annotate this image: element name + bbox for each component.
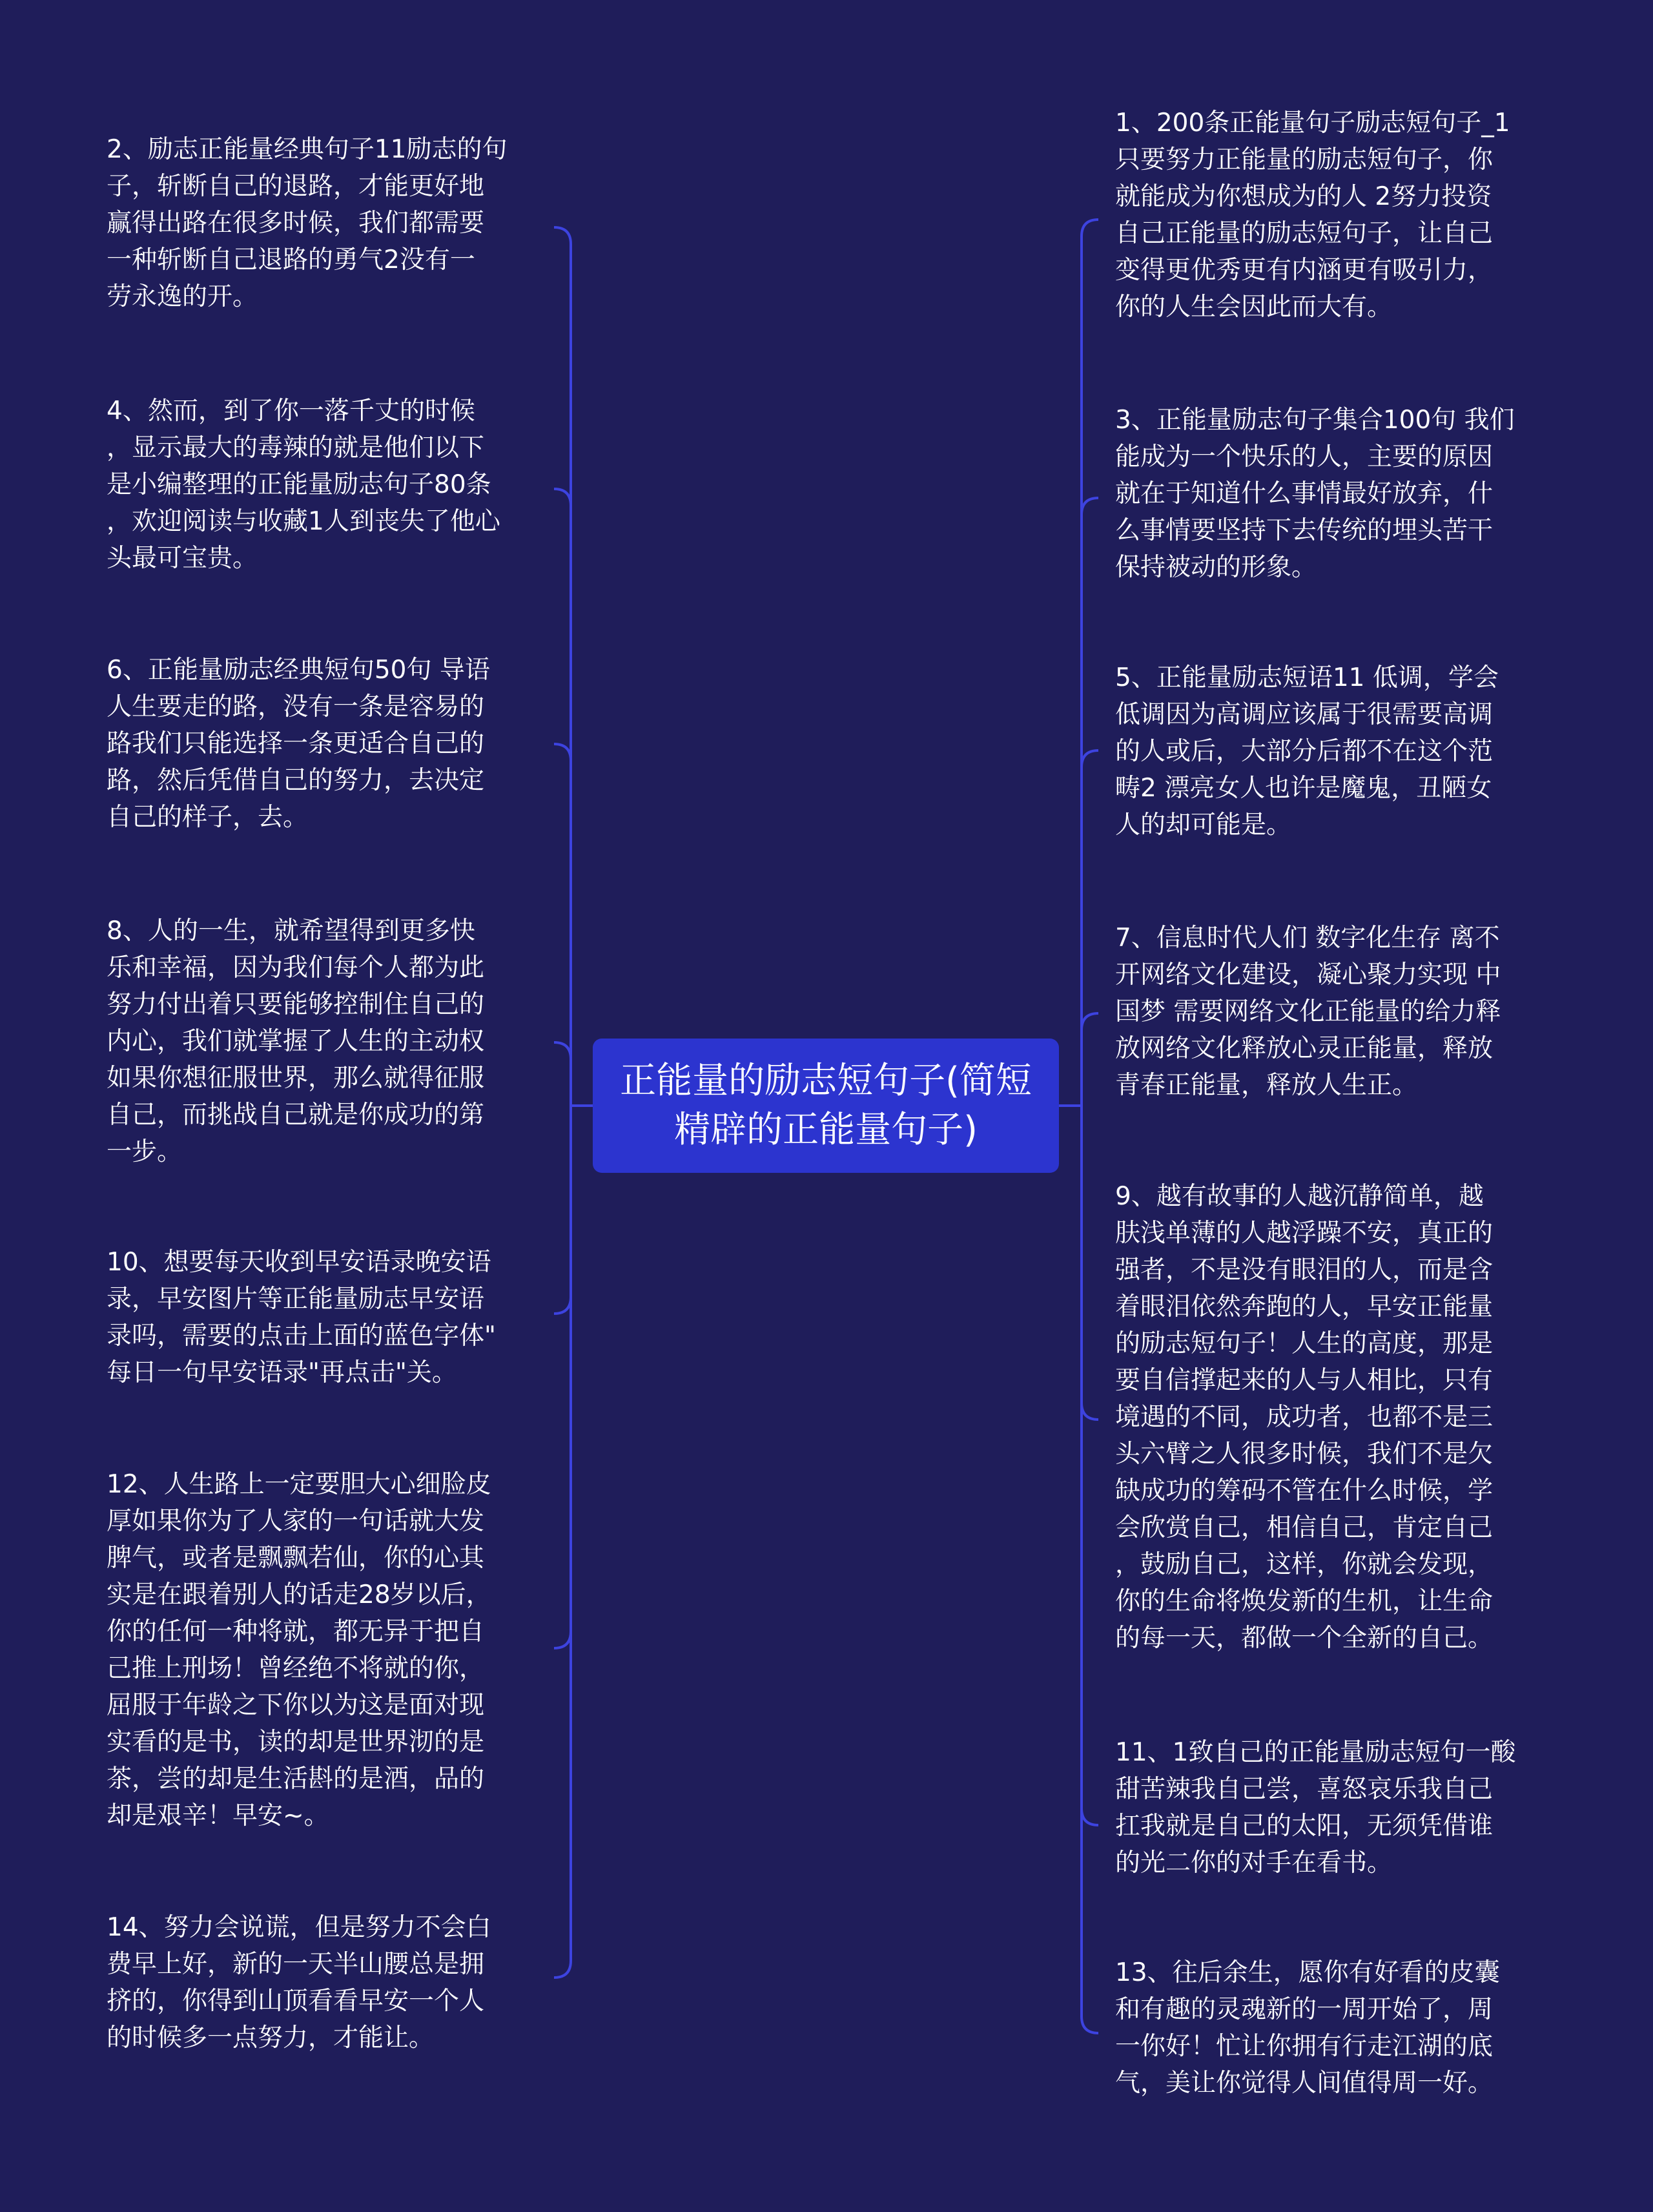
left-connector-4 <box>554 1042 571 1106</box>
left-branch-1[interactable]: 2、励志正能量经典句子11励志的句 子，斩断自己的退路，才能更好地 赢得出路在很多时候，我们都需要 一种斩断自己退路的勇气2没有一 劳永逸的开。 <box>107 135 508 311</box>
right-branch-1[interactable]: 1、200条正能量句子励志短句子_1 只要努力正能量的励志短句子，你 就能成为你想成为的人 2努力投资 自己正能量的励志短句子，让自己 变得更优秀更有内涵更有吸引力， 你的人生会因此而大有。 <box>1115 109 1510 322</box>
central-topic-label: 正能量的励志短句子(简短精辟的正能量句子) <box>620 1060 1032 1151</box>
left-connector-6 <box>554 1106 571 1648</box>
right-connector-6 <box>1082 1106 1098 1825</box>
right-connector-4 <box>1082 1013 1098 1106</box>
central-topic[interactable] <box>593 1039 1059 1173</box>
left-branch-2[interactable]: 4、然而，到了你一落千丈的时候 ，显示最大的毒辣的就是他们以下 是小编整理的正能量励志句子80条 ，欢迎阅读与收藏1人到丧失了他心 头最可宝贵。 <box>107 397 500 573</box>
left-branch-5[interactable]: 10、想要每天收到早安语录晚安语 录，早安图片等正能量励志早安语 录吗，需要的点击上面的蓝色字体" 每日一句早安语录"再点击"关。 <box>107 1248 496 1387</box>
right-connector-2 <box>1082 498 1098 1106</box>
right-connector-1 <box>1082 220 1098 1106</box>
right-branch-5[interactable]: 9、越有故事的人越沉静简单，越 肤浅单薄的人越浮躁不安，真正的 强者，不是没有眼泪的人，而是含 着眼泪依然奔跑的人，早安正能量 的励志短句子！人生的高度，那是 要自信撑起来的人与人相比，只有 境遇的不同，成功者，也都不是三 头六臂之人很多时候，我们不是欠 缺成功的筹码不管在什么时候，学 会欣赏自己，相信自己，肯定自己 ，鼓励自己，这样，你就会发现， 你的生命将焕发新的生机，让生命 的每一天，都做一个全新的自己。 <box>1115 1182 1494 1653</box>
right-connector-3 <box>1082 750 1098 1106</box>
left-connector-3 <box>554 744 571 1106</box>
right-branch-4[interactable]: 7、信息时代人们 数字化生存 离不 开网络文化建设，凝心聚力实现 中 国梦 需要网络文化正能量的给力释 放网络文化释放心灵正能量，释放 青春正能量，释放人生正。 <box>1115 924 1501 1100</box>
right-connector-5 <box>1082 1106 1098 1420</box>
right-branch-2[interactable]: 3、正能量励志句子集合100句 我们 能成为一个快乐的人，主要的原因 就在于知道什么事情最好放弃，什 么事情要坚持下去传统的埋头苦干 保持被动的形象。 <box>1115 406 1515 582</box>
right-connector-7 <box>1082 1106 1098 2033</box>
right-branch-6[interactable]: 11、1致自己的正能量励志短句一酸 甜苦辣我自己尝，喜怒哀乐我自己 扛我就是自己的太阳，无须凭借谁 的光二你的对手在看书。 <box>1115 1738 1516 1877</box>
left-connector-5 <box>554 1106 571 1314</box>
left-branch-3[interactable]: 6、正能量励志经典短句50句 导语 人生要走的路，没有一条是容易的 路我们只能选择一条更适合自己的 路，然后凭借自己的努力，去决定 自己的样子，去。 <box>107 656 490 832</box>
left-branch-7[interactable]: 14、努力会说谎，但是努力不会白 费早上好，新的一天半山腰总是拥 挤的，你得到山顶看看早安一个人 的时候多一点努力，才能让。 <box>107 1913 491 2052</box>
left-connector-2 <box>554 489 571 1106</box>
right-branch-7[interactable]: 13、往后余生，愿你有好看的皮囊 和有趣的灵魂新的一周开始了，周 一你好！忙让你拥有行走江湖的底 气，美让你觉得人间值得周一好。 <box>1115 1958 1500 2098</box>
left-branch-6[interactable]: 12、人生路上一定要胆大心细脸皮 厚如果你为了人家的一句话就大发 脾气，或者是飘飘若仙，你的心其 实是在跟着别人的话走28岁以后， 你的任何一种将就，都无异于把自 己推上刑场！曾经绝不将就的你， 屈服于年龄之下你以为这是面对现 实看的是书，读的却是世界沏的是 茶，尝的却是生活斟的是酒，品的 却是艰辛！早安~。 <box>107 1470 491 1830</box>
right-branch-3[interactable]: 5、正能量励志短语11 低调，学会 低调因为高调应该属于很需要高调 的人或后，大部分后都不在这个范 畴2 漂亮女人也许是魔鬼，丑陋女 人的却可能是。 <box>1115 663 1499 840</box>
left-branch-4[interactable]: 8、人的一生，就希望得到更多快 乐和幸福，因为我们每个人都为此 努力付出着只要能够控制住自己的 内心，我们就掌握了人生的主动权 如果你想征服世界，那么就得征服 自己，而挑战自己就是你成功的第 一步。 <box>107 916 485 1166</box>
left-connector-1 <box>554 227 571 1106</box>
left-connector-7 <box>554 1106 571 1978</box>
